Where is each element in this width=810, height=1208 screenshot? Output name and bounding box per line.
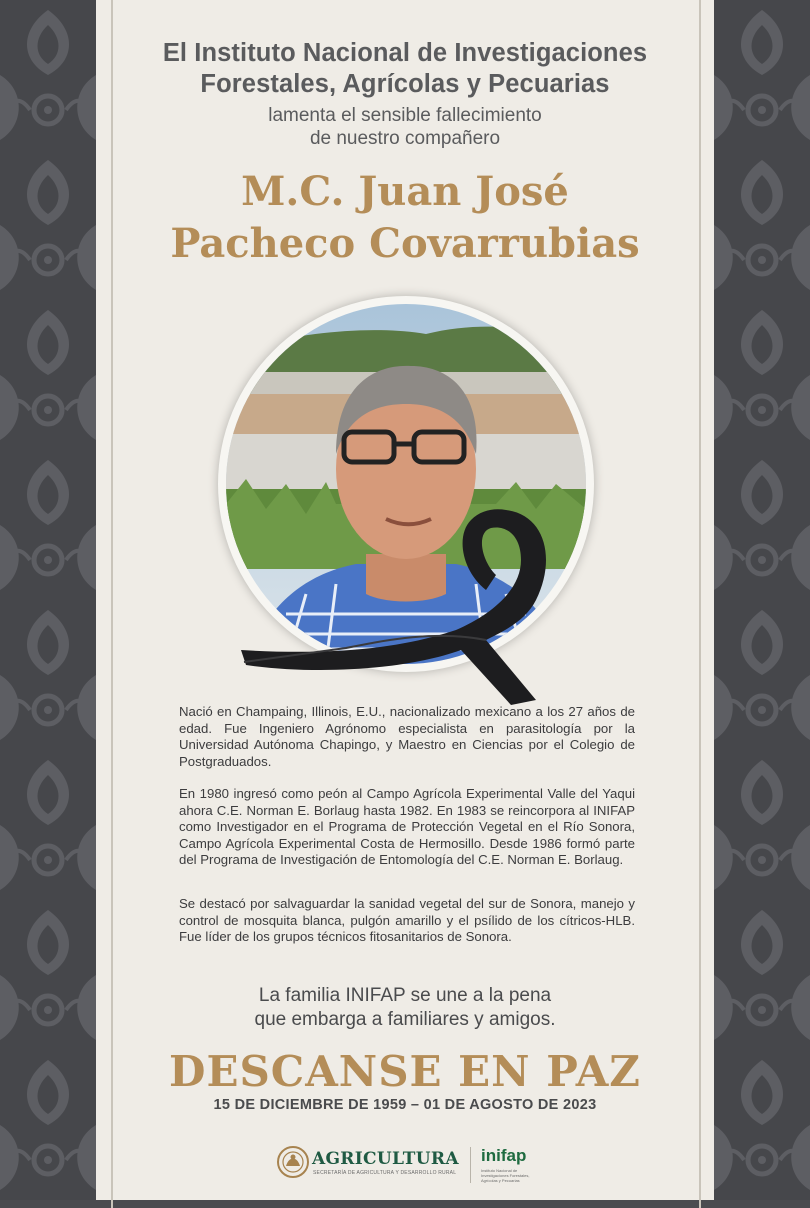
bio-paragraph-2 — [179, 786, 635, 869]
agricultura-seal-icon — [276, 1144, 310, 1184]
inifap-logo-subtitle: Instituto Nacional de Investigaciones Forestales, Agrícolas y Pecuarias — [481, 1168, 530, 1183]
institute-line-1: El Instituto Nacional de Investigaciones — [162, 39, 648, 67]
logo-divider — [470, 1147, 471, 1183]
condolence-line-2: que embarga a familiares y amigos. — [254, 1009, 556, 1030]
bio-text-3: Se destacó por salvaguardar la sanidad vegetal del sur de Sonora, manejo y control de mosquita blanca, pulgón amarillo y el psílido de los cítricos-HLB. Fue líder de los grupos técnicos fitosanitarios de Sonora. — [179, 896, 635, 944]
footer-logos — [276, 1144, 546, 1186]
institute-line-2: Forestales, Agrícolas y Pecuarias — [200, 70, 610, 98]
bio-paragraph-1 — [179, 704, 635, 770]
mourning-ribbon-icon — [236, 480, 576, 710]
deceased-name — [96, 166, 714, 270]
name-line-1: M.C. Juan José — [241, 168, 569, 215]
name-line-2: Pacheco Covarrubias — [170, 220, 640, 267]
life-dates: 15 DE DICIEMBRE DE 1959 – 01 DE AGOSTO DE 2023 — [213, 1097, 597, 1113]
right-damask-border — [714, 0, 810, 1200]
rest-in-peace-title: DESCANSE EN PAZ — [169, 1047, 641, 1096]
agricultura-logo-text: AGRICULTURA — [312, 1149, 459, 1169]
lament-line-2: de nuestro compañero — [309, 128, 501, 149]
agricultura-logo-subtitle: SECRETARÍA DE AGRICULTURA Y DESARROLLO RURAL — [313, 1170, 457, 1176]
bio-paragraph-3 — [179, 896, 635, 946]
bio-text-1: Nació en Champaing, Illinois, E.U., nacionalizado mexicano a los 27 años de edad. Fue Ingeniero Agrónomo especialista en parasitología por la Universidad Autónoma Chapingo, y Maestro en Ciencias por el Colegio de Postgraduados. — [179, 704, 635, 769]
lament-text — [96, 104, 714, 150]
condolence-message — [96, 984, 714, 1032]
obituary-card — [96, 0, 714, 1200]
lament-line-1: lamenta el sensible fallecimiento — [268, 105, 542, 126]
condolence-line-1: La familia INIFAP se une a la pena — [258, 985, 552, 1006]
left-damask-border — [0, 0, 96, 1200]
inifap-logo-icon: inifap — [481, 1146, 527, 1165]
bio-text-2: En 1980 ingresó como peón al Campo Agrícola Experimental Valle del Yaqui ahora C.E. Norman E. Borlaug hasta 1982. En 1983 se reincorpora al INIFAP como Investigador en el Programa de Protección Vegetal en el Río Sonora, Campo Agrícola Experimental Costa de Hermosillo. Desde 1986 formó parte del Programa de Investigación de Entomología del C.E. Norman E. Borlaug. — [179, 786, 635, 867]
institute-heading — [96, 38, 714, 100]
